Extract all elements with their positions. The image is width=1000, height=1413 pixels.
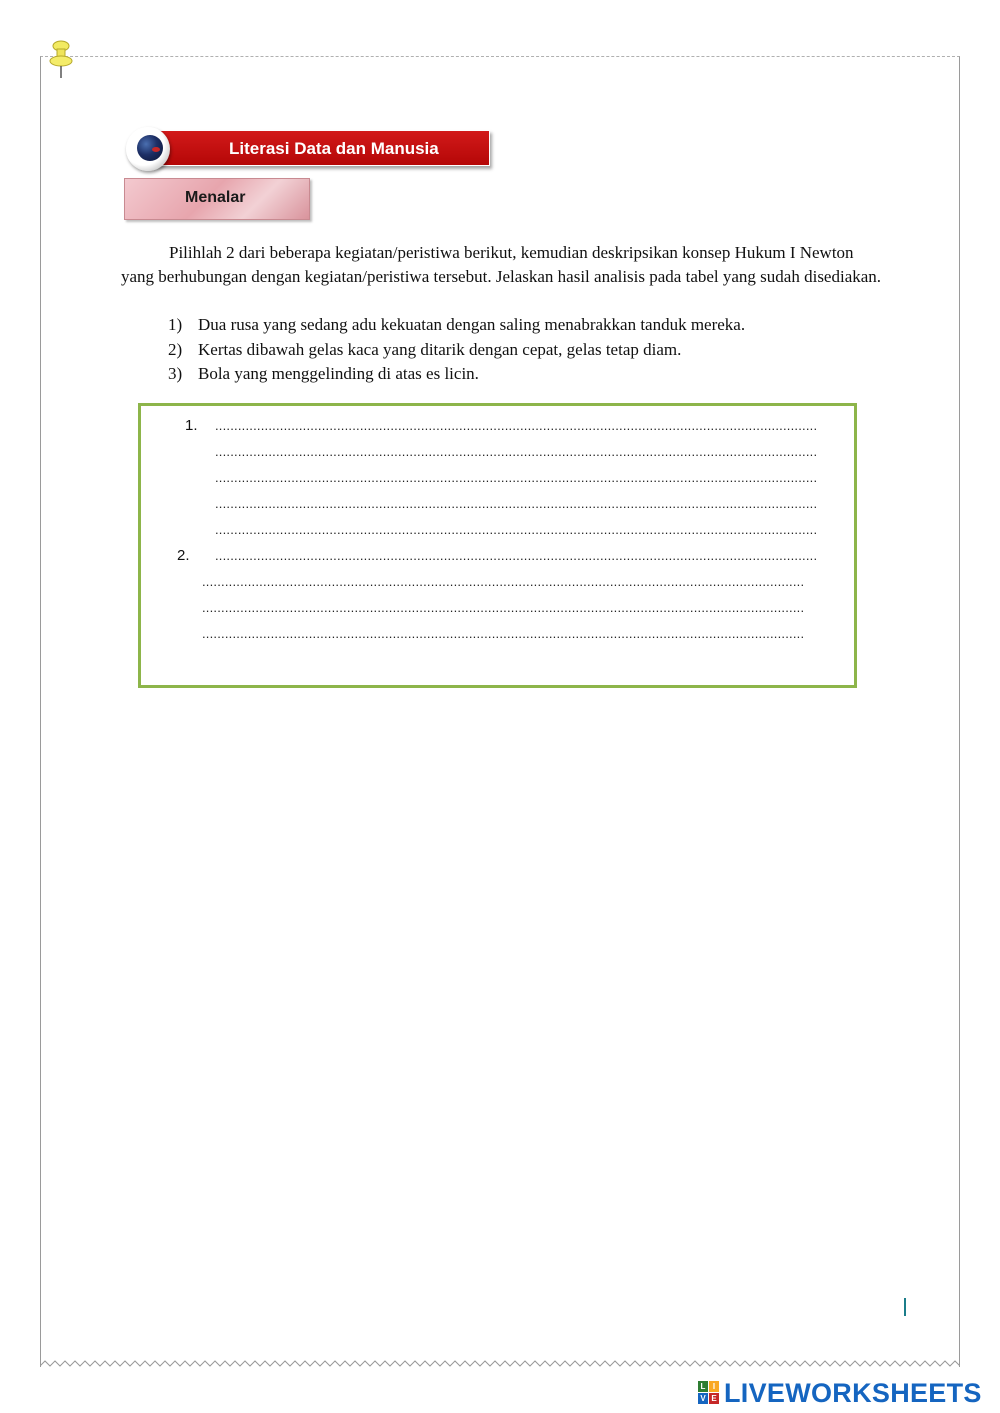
answer-line[interactable]: .............................................................................................................................................................. — [215, 444, 818, 459]
task-number: 2) — [168, 339, 183, 359]
answer-line[interactable]: .............................................................................................................................................................. — [215, 522, 818, 537]
list-item — [168, 313, 888, 338]
task-list — [168, 313, 888, 387]
list-item — [168, 338, 888, 363]
task-text: Bola yang menggelinding di atas es licin. — [198, 364, 479, 383]
text-cursor-mark — [904, 1298, 906, 1316]
answer-box[interactable] — [138, 403, 857, 688]
pushpin-icon[interactable] — [48, 40, 74, 80]
answer-line[interactable]: .............................................................................................................................................................. — [202, 626, 805, 641]
answer-line[interactable]: .............................................................................................................................................................. — [215, 548, 818, 563]
instruction-text: Pilihlah 2 dari beberapa kegiatan/peristiwa berikut, kemudian deskripsikan konsep Hukum I Newton yang berhubungan dengan kegiatan/peristiwa tersebut. Jelaskan hasil analisis pada tabel yang sudah disediakan. — [121, 243, 882, 286]
globe-icon — [137, 135, 163, 161]
answer-line[interactable]: .............................................................................................................................................................. — [215, 470, 818, 485]
task-text: Dua rusa yang sedang adu kekuatan dengan saling menabrakkan tanduk mereka. — [198, 315, 746, 334]
logo-grid-icon: L I V E — [698, 1381, 720, 1405]
banner-title: Literasi Data dan Manusia — [229, 139, 439, 158]
task-text: Kertas dibawah gelas kaca yang ditarik dengan cepat, gelas tetap diam. — [198, 339, 682, 359]
answer-number-2: 2. — [177, 547, 190, 564]
answer-line[interactable]: .............................................................................................................................................................. — [202, 574, 805, 589]
answer-number-1: 1. — [185, 417, 198, 434]
logo-text: LIVEWORKSHEETS — [724, 1378, 982, 1408]
task-number: 1) — [168, 315, 183, 334]
answer-line[interactable]: .............................................................................................................................................................. — [215, 418, 818, 433]
globe-badge — [126, 127, 170, 171]
task-number: 3) — [168, 364, 183, 383]
answer-line[interactable]: .............................................................................................................................................................. — [202, 600, 805, 615]
liveworksheets-logo — [698, 1378, 994, 1408]
list-item — [168, 362, 888, 387]
menalar-label-box — [124, 178, 310, 220]
page-bottom-edge — [40, 1360, 960, 1372]
title-bar — [148, 130, 490, 166]
section-title-banner — [126, 127, 492, 169]
answer-line[interactable]: .............................................................................................................................................................. — [215, 496, 818, 511]
menalar-label: Menalar — [185, 189, 246, 206]
